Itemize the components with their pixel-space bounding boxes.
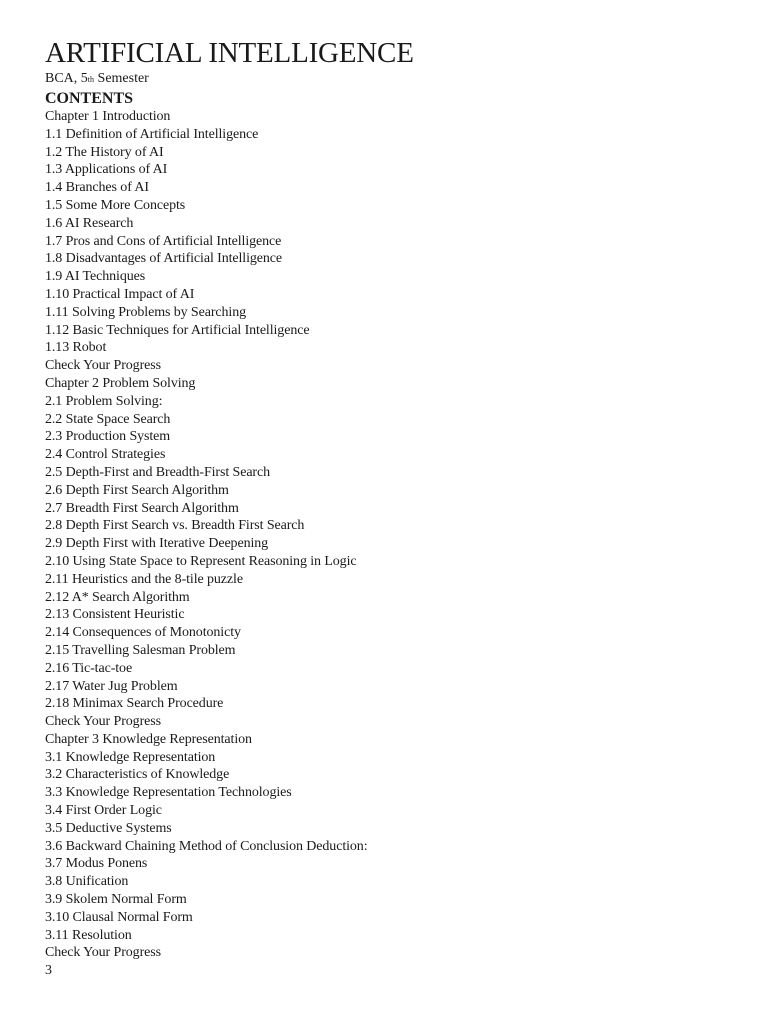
document-title: ARTIFICIAL INTELLIGENCE [45, 37, 414, 69]
document-page [45, 36, 745, 980]
toc-entry: 3.6 Backward Chaining Method of Conclusion Deduction: [45, 838, 368, 854]
table-of-contents [45, 108, 745, 962]
toc-entry: 3.4 First Order Logic [45, 803, 162, 819]
toc-entry: 1.8 Disadvantages of Artificial Intelligence [45, 251, 283, 267]
toc-entry: 1.9 AI Techniques [45, 269, 146, 285]
toc-entry: 1.3 Applications of AI [45, 162, 168, 178]
page-number: 3 [45, 963, 52, 979]
toc-entry: 2.17 Water Jug Problem [45, 678, 178, 694]
toc-entry: 2.6 Depth First Search Algorithm [45, 482, 229, 498]
toc-entry: 1.4 Branches of AI [45, 180, 149, 196]
toc-entry: 3.2 Characteristics of Knowledge [45, 767, 230, 783]
contents-heading: CONTENTS [45, 90, 134, 107]
toc-entry: 2.14 Consequences of Monotonicty [45, 625, 241, 641]
toc-entry: 2.13 Consistent Heuristic [45, 607, 185, 623]
toc-entry: 1.5 Some More Concepts [45, 197, 186, 213]
toc-entry: 2.11 Heuristics and the 8-tile puzzle [45, 571, 243, 587]
toc-entry: 2.1 Problem Solving: [45, 393, 163, 409]
toc-entry: 3.7 Modus Ponens [45, 856, 148, 872]
subtitle-prefix: BCA, 5 [45, 71, 88, 86]
toc-entry: 2.9 Depth First with Iterative Deepening [45, 536, 269, 552]
toc-entry: 1.7 Pros and Cons of Artificial Intelligence [45, 233, 282, 249]
subtitle-ordinal-suffix: th [87, 75, 95, 84]
toc-entry: 1.2 The History of AI [45, 144, 164, 160]
toc-entry: 3.11 Resolution [45, 927, 132, 943]
toc-entry: 2.15 Travelling Salesman Problem [45, 642, 236, 658]
toc-entry: Check Your Progress [45, 714, 161, 730]
toc-entry: 3.10 Clausal Normal Form [45, 909, 193, 925]
document-subtitle [45, 70, 745, 89]
toc-entry: 2.5 Depth-First and Breadth-First Search [45, 464, 271, 480]
toc-entry: 1.1 Definition of Artificial Intelligence [45, 126, 259, 142]
subtitle-suffix: Semester [94, 71, 149, 86]
toc-entry: 2.7 Breadth First Search Algorithm [45, 500, 239, 516]
toc-entry: 2.16 Tic-tac-toe [45, 660, 133, 676]
toc-entry: Chapter 1 Introduction [45, 109, 171, 124]
toc-entry: 3.3 Knowledge Representation Technologies [45, 785, 292, 801]
toc-entry: 3.8 Unification [45, 874, 129, 890]
toc-entry: Chapter 2 Problem Solving [45, 375, 196, 391]
toc-entry: Check Your Progress [45, 358, 161, 374]
toc-entry: 2.8 Depth First Search vs. Breadth First Search [45, 518, 305, 534]
toc-entry: 1.13 Robot [45, 340, 107, 356]
toc-entry: 3.1 Knowledge Representation [45, 749, 216, 765]
toc-entry: 2.18 Minimax Search Procedure [45, 696, 224, 712]
toc-entry: 1.11 Solving Problems by Searching [45, 304, 247, 320]
toc-entry: 3.9 Skolem Normal Form [45, 892, 187, 908]
toc-entry: 1.12 Basic Techniques for Artificial Intelligence [45, 322, 310, 338]
toc-entry: 2.10 Using State Space to Represent Reasoning in Logic [45, 553, 357, 569]
toc-entry: 1.6 AI Research [45, 215, 134, 231]
toc-entry: 2.3 Production System [45, 429, 171, 445]
toc-entry: 2.12 A* Search Algorithm [45, 589, 190, 605]
toc-entry: 1.10 Practical Impact of AI [45, 286, 195, 302]
toc-entry: Check Your Progress [45, 945, 161, 961]
toc-entry: 3.5 Deductive Systems [45, 820, 172, 836]
toc-entry: 2.2 State Space Search [45, 411, 171, 427]
toc-entry: Chapter 3 Knowledge Representation [45, 731, 252, 747]
toc-entry: 2.4 Control Strategies [45, 447, 166, 463]
